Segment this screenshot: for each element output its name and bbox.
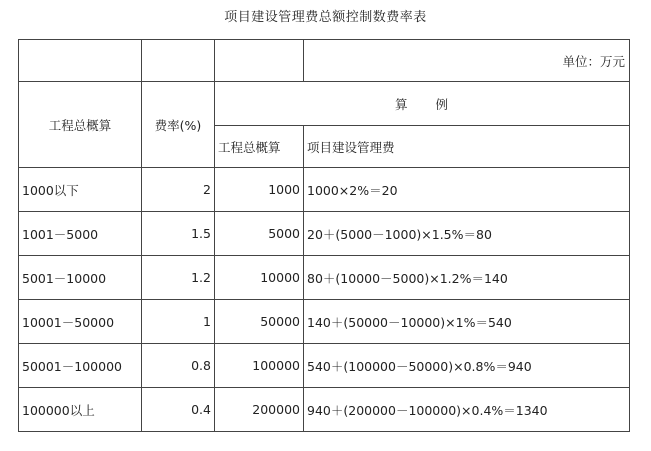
fee-rate-table bbox=[18, 39, 630, 432]
header-example-total: 工程总概算 bbox=[215, 126, 304, 168]
cell-range: 5001－10000 bbox=[19, 256, 142, 300]
table-row bbox=[19, 212, 630, 256]
cell-formula: 20＋(5000－1000)×1.5%＝80 bbox=[304, 212, 630, 256]
table-row bbox=[19, 388, 630, 432]
empty-cell bbox=[19, 40, 142, 82]
cell-range: 1001－5000 bbox=[19, 212, 142, 256]
header-example: 算 例 bbox=[215, 82, 630, 126]
header-example-fee: 项目建设管理费 bbox=[304, 126, 630, 168]
table-row bbox=[19, 256, 630, 300]
cell-rate: 1.2 bbox=[142, 256, 215, 300]
table-row-unit bbox=[19, 40, 630, 82]
cell-formula: 540＋(100000－50000)×0.8%＝940 bbox=[304, 344, 630, 388]
header-total-estimate: 工程总概算 bbox=[19, 82, 142, 168]
table-row bbox=[19, 344, 630, 388]
unit-label: 单位：万元 bbox=[304, 40, 630, 82]
empty-cell bbox=[142, 40, 215, 82]
empty-cell bbox=[215, 40, 304, 82]
table-title: 项目建设管理费总额控制数费率表 bbox=[224, 10, 427, 25]
table-row bbox=[19, 168, 630, 212]
cell-range: 1000以下 bbox=[19, 168, 142, 212]
cell-total: 5000 bbox=[215, 212, 304, 256]
cell-formula: 1000×2%＝20 bbox=[304, 168, 630, 212]
cell-total: 200000 bbox=[215, 388, 304, 432]
cell-total: 1000 bbox=[215, 168, 304, 212]
cell-total: 100000 bbox=[215, 344, 304, 388]
cell-range: 100000以上 bbox=[19, 388, 142, 432]
cell-formula: 140＋(50000－10000)×1%＝540 bbox=[304, 300, 630, 344]
cell-rate: 1.5 bbox=[142, 212, 215, 256]
cell-rate: 0.4 bbox=[142, 388, 215, 432]
cell-formula: 80＋(10000－5000)×1.2%＝140 bbox=[304, 256, 630, 300]
header-rate: 费率(%) bbox=[142, 82, 215, 168]
cell-formula: 940＋(200000－100000)×0.4%＝1340 bbox=[304, 388, 630, 432]
cell-rate: 1 bbox=[142, 300, 215, 344]
cell-rate: 2 bbox=[142, 168, 215, 212]
cell-range: 10001－50000 bbox=[19, 300, 142, 344]
cell-total: 50000 bbox=[215, 300, 304, 344]
table-row-header bbox=[19, 82, 630, 126]
cell-total: 10000 bbox=[215, 256, 304, 300]
cell-rate: 0.8 bbox=[142, 344, 215, 388]
table-row bbox=[19, 300, 630, 344]
cell-range: 50001－100000 bbox=[19, 344, 142, 388]
